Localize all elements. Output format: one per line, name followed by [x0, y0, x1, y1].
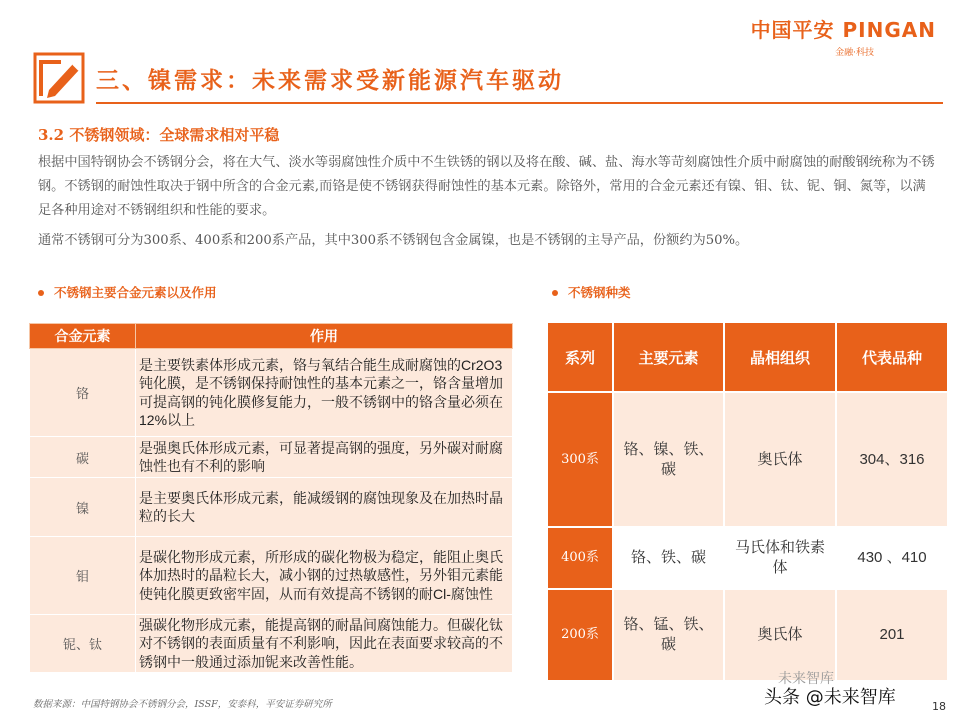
alloy-elements-table [29, 323, 513, 673]
section-title: 3.2 不锈钢领域：全球需求相对平稳 [38, 126, 280, 144]
left-table-heading [38, 283, 217, 301]
effect-cell: 是碳化物形成元素，所形成的碳化物极为稳定，能阻止奥氏体加热时的晶粒长大，减小钢的过热敏感性，另外钼元素能使钝化膜更致密牢固，从而有效提高不锈钢的耐Cl-腐蚀性 [136, 537, 513, 615]
grades-cell: 201 [837, 590, 947, 680]
table-header-row [548, 323, 947, 391]
column-header: 代表品种 [837, 323, 947, 391]
column-header: 晶相组织 [725, 323, 835, 391]
logo-main-text: 中国平安 PINGAN [750, 18, 936, 42]
elements-cell: 铬、镍、铁、碳 [614, 393, 723, 526]
data-source: 数据来源：中国特钢协会不锈钢分会，ISSF，安泰科，平安证券研究所 [33, 699, 332, 710]
table-row [548, 528, 947, 588]
logo-sub-text: 金融·科技 [835, 48, 874, 58]
column-header: 合金元素 [30, 324, 136, 349]
table-row [548, 590, 947, 680]
grades-cell: 430 、410 [837, 528, 947, 588]
right-table-heading [552, 283, 631, 301]
table-row [30, 437, 513, 478]
element-cell: 碳 [30, 437, 136, 478]
right-table-heading-text: 不锈钢种类 [568, 285, 631, 300]
series-cell: 400系 [548, 528, 612, 588]
element-cell: 钼 [30, 537, 136, 615]
series-cell: 200系 [548, 590, 612, 680]
table-row [30, 537, 513, 615]
title-divider [96, 102, 943, 104]
table-row [30, 349, 513, 437]
left-table-heading-text: 不锈钢主要合金元素以及作用 [54, 285, 217, 300]
table-row [30, 615, 513, 673]
pingan-logo [736, 14, 936, 58]
table-row [30, 478, 513, 537]
classification-paragraph: 通常不锈钢可分为300系、400系和200系产品，其中300系不锈钢包含金属镍，也是不锈钢的主导产品，份额约为50%。 [38, 233, 749, 248]
effect-cell: 是强奥氏体形成元素，可显著提高钢的强度，另外碳对耐腐蚀性也有不利的影响 [136, 437, 513, 478]
element-cell: 镍 [30, 478, 136, 537]
bullet-dot-icon [38, 290, 44, 296]
column-header: 系列 [548, 323, 612, 391]
watermark-top: 未来智库 [778, 671, 834, 687]
table-header-row [30, 324, 513, 349]
intro-paragraph: 根据中国特钢协会不锈钢分会，将在大气、淡水等弱腐蚀性介质中不生铁锈的钢以及将在酸、碱、盐、海水等苛刻腐蚀性介质中耐腐蚀的耐酸钢统称为不锈钢。不锈钢的耐蚀性取决于钢中所含的合金元素,而铬是使不锈钢获得耐蚀性的基本元素。除铬外，常用的合金元素还有镍、钼、钛、铌、铜、氮等，以满足各种用途对不锈钢组织和性能的要求。 [38, 155, 935, 218]
table-row [548, 393, 947, 526]
watermark-bottom: 头条 @未来智库 [764, 687, 896, 708]
page-number: 18 [932, 700, 946, 713]
element-cell: 铬 [30, 349, 136, 437]
effect-cell: 是主要铁素体形成元素，铬与氧结合能生成耐腐蚀的Cr2O3钝化膜，是不锈钢保持耐蚀性的基本元素之一，铬含量增加可提高钢的钝化膜修复能力，一般不锈钢中的铬含量必须在12%以上 [136, 349, 513, 437]
effect-cell: 是主要奥氏体形成元素，能减缓钢的腐蚀现象及在加热时晶粒的长大 [136, 478, 513, 537]
column-header: 主要元素 [614, 323, 723, 391]
column-header: 作用 [136, 324, 513, 349]
page-title: 三、镍需求：未来需求受新能源汽车驱动 [96, 67, 564, 94]
grades-cell: 304、316 [837, 393, 947, 526]
element-cell: 铌、钛 [30, 615, 136, 673]
pencil-note-icon [33, 52, 85, 104]
elements-cell: 铬、锰、铁、碳 [614, 590, 723, 680]
effect-cell: 强碳化物形成元素，能提高钢的耐晶间腐蚀能力。但碳化钛对不锈钢的表面质量有不利影响，因此在表面要求较高的不锈钢中一般通过添加铌来改善性能。 [136, 615, 513, 673]
structure-cell: 奥氏体 [725, 590, 835, 680]
structure-cell: 马氏体和铁素体 [725, 528, 835, 588]
series-cell: 300系 [548, 393, 612, 526]
structure-cell: 奥氏体 [725, 393, 835, 526]
bullet-dot-icon [552, 290, 558, 296]
stainless-types-table [546, 321, 949, 682]
elements-cell: 铬、铁、碳 [614, 528, 723, 588]
